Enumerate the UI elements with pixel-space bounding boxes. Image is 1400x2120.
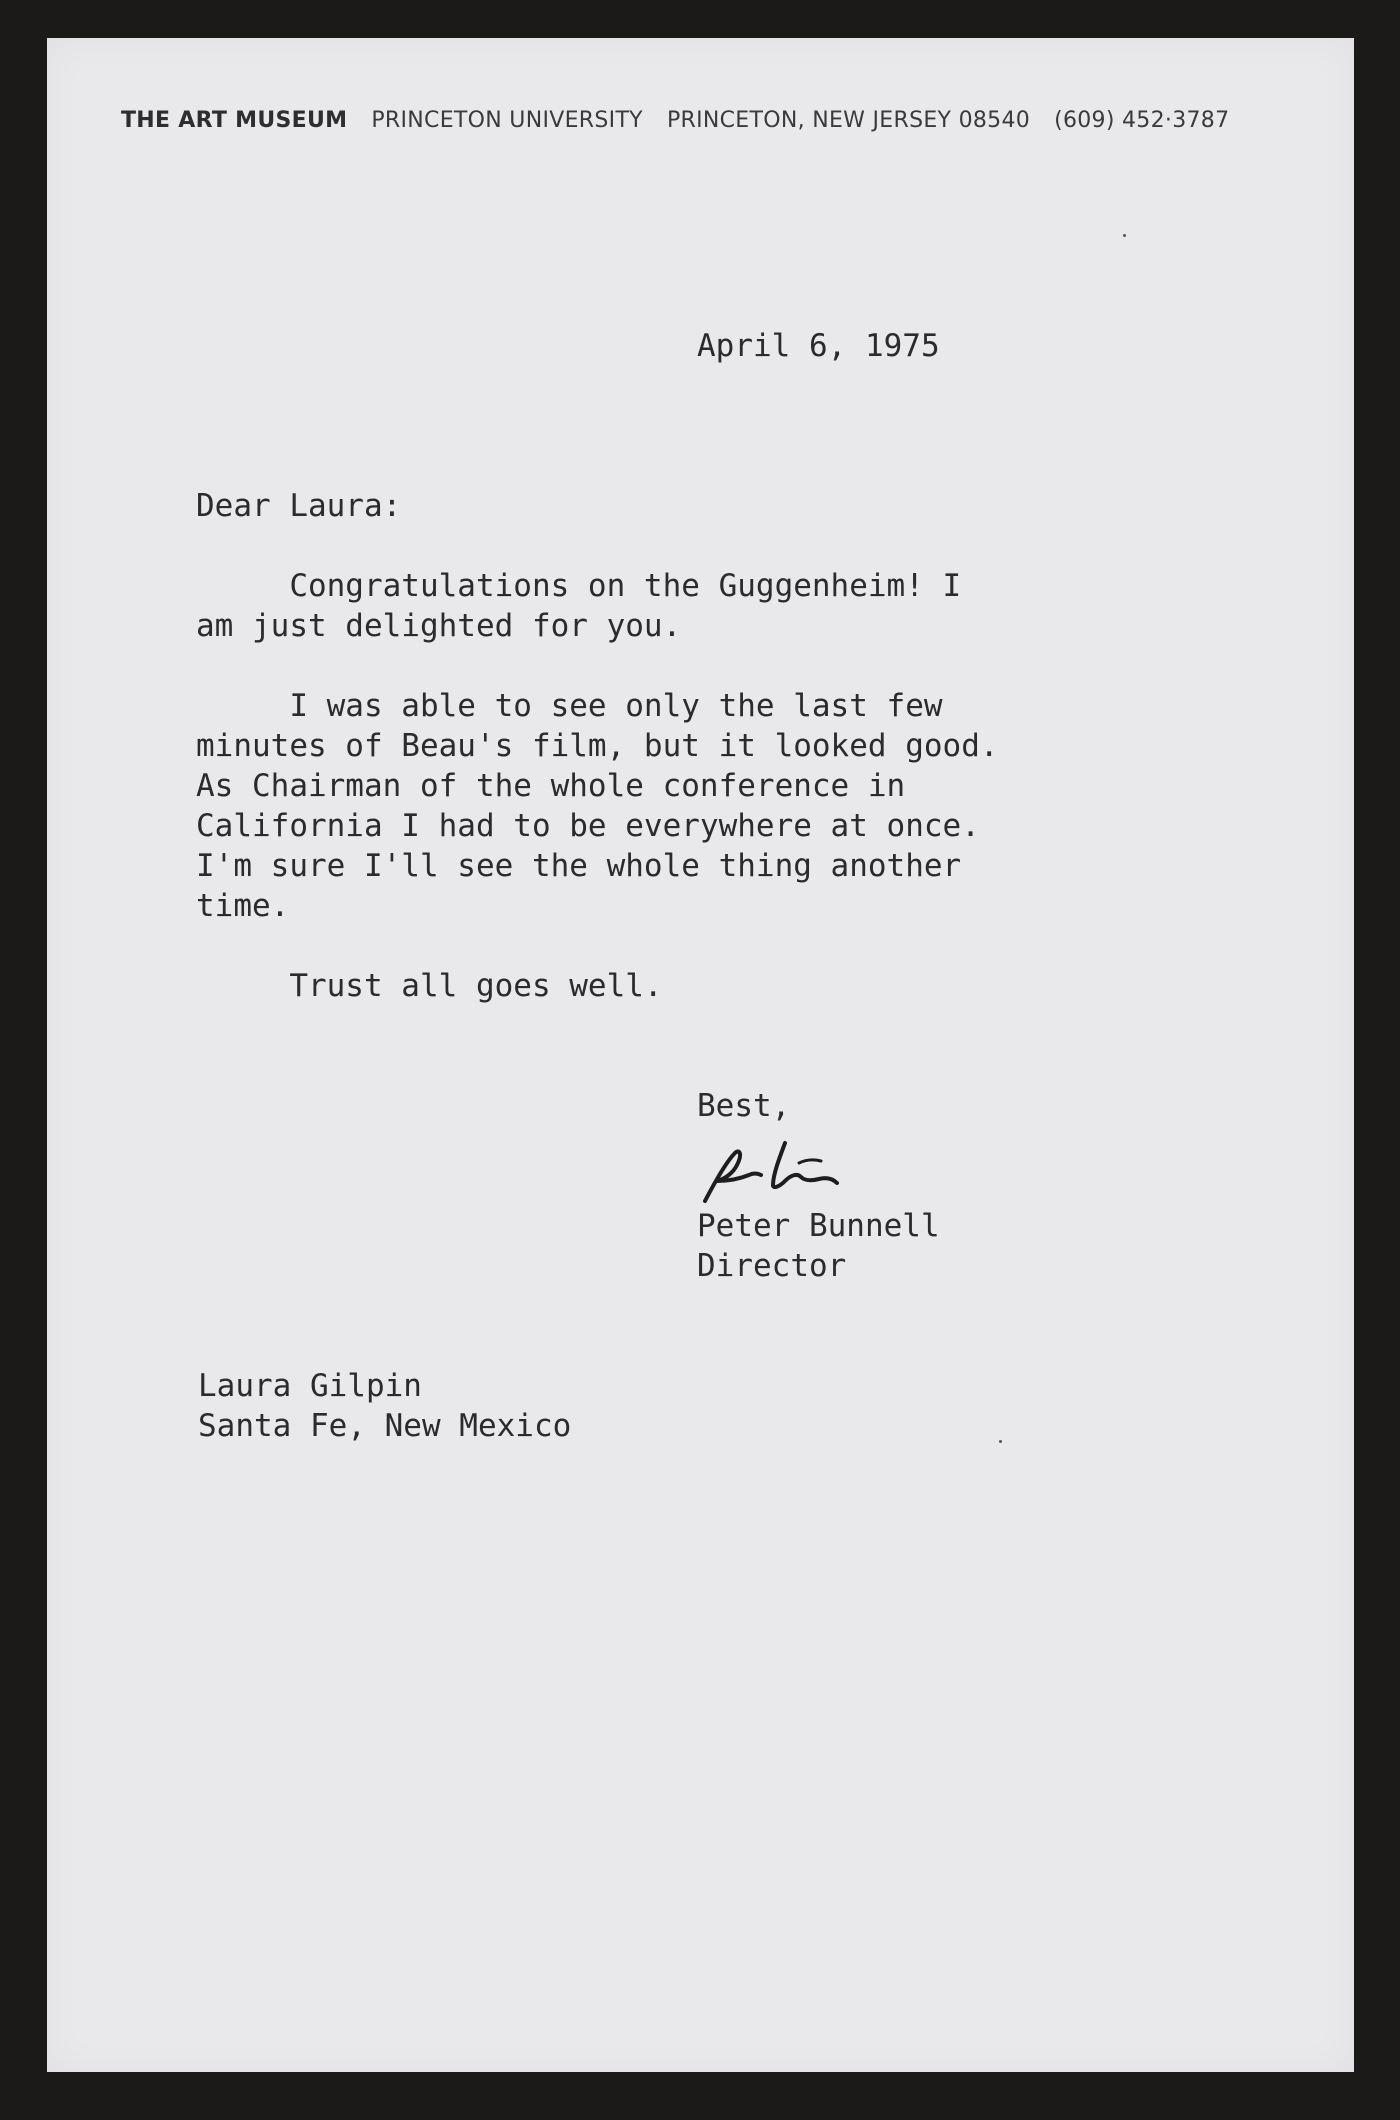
recipient-block	[198, 1366, 571, 1446]
closing: Best,	[697, 1088, 791, 1124]
recipient-name: Laura Gilpin	[198, 1368, 422, 1404]
letterhead-museum: THE ART MUSEUM	[121, 108, 348, 133]
body-paragraph-2: I was able to see only the last few minutes of Beau's film, but it looked good. As Chairman of the whole conference in California I had to be everywhere at once. I'm sure I'll see the whole thing another time.	[196, 688, 999, 924]
body-paragraph-1: Congratulations on the Guggenheim! I am just delighted for you.	[196, 568, 962, 644]
paper-speck	[1123, 234, 1126, 237]
handwritten-signature	[687, 1123, 867, 1213]
letterhead-university: PRINCETON UNIVERSITY	[371, 108, 643, 133]
salutation: Dear Laura:	[196, 488, 402, 524]
paper-speck	[999, 1440, 1002, 1443]
signer-title: Director	[697, 1248, 847, 1284]
signer-name: Peter Bunnell	[697, 1208, 940, 1244]
letterhead	[121, 108, 1229, 133]
letterhead-phone: (609) 452·3787	[1054, 108, 1230, 133]
letterhead-address: PRINCETON, NEW JERSEY 08540	[666, 108, 1031, 133]
letter-page	[47, 38, 1354, 2072]
body-paragraph-3: Trust all goes well.	[196, 968, 663, 1004]
recipient-location: Santa Fe, New Mexico	[198, 1408, 572, 1444]
letter-date: April 6, 1975	[697, 328, 940, 364]
signer-block	[697, 1206, 940, 1286]
